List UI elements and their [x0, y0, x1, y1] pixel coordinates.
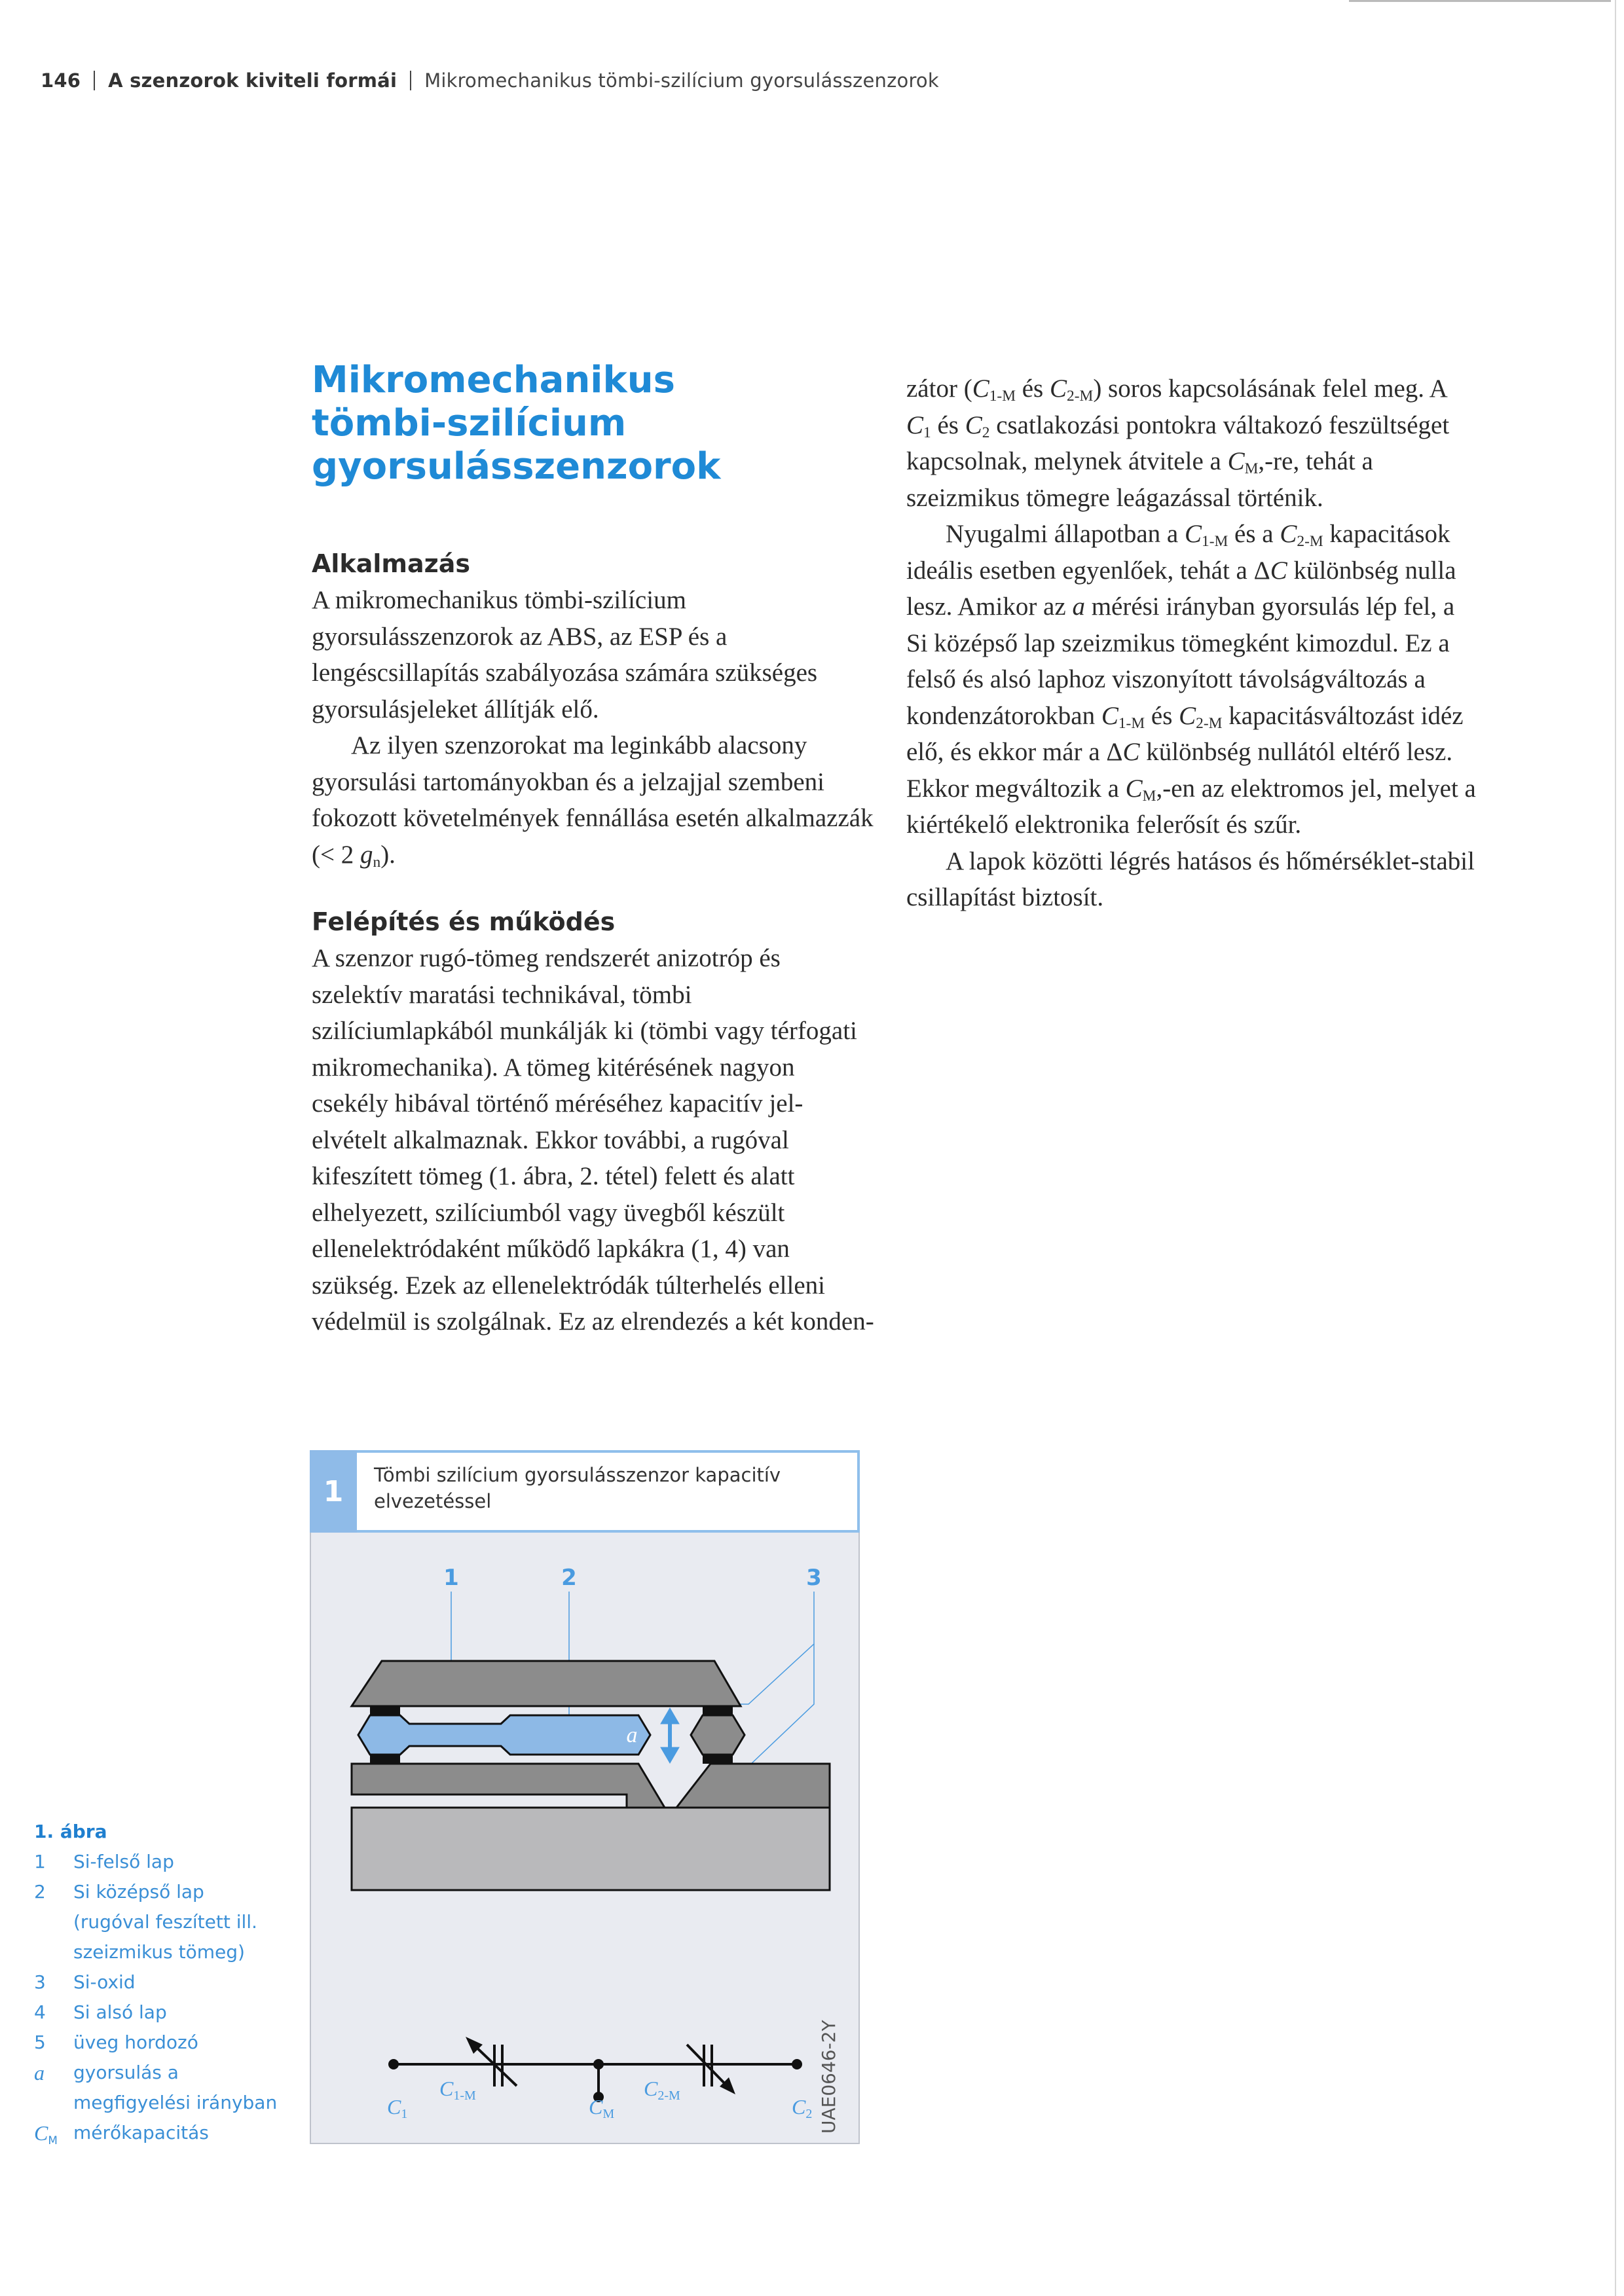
- legend-item: a gyorsulás a megfigyelési irányban: [34, 2061, 278, 2113]
- paragraph: A lapok közötti légrés hatásos és hőmérséklet-stabil csillapítást biztosít.: [906, 847, 1475, 911]
- paragraph: zátor ($C_{1-M}$ és $C_{2-M}$) soros kapcsolásának felel meg. A $C_1$ és $C_2$ csatlakozási pontokra váltakozó feszültséget kapcsolnak, melynek átvitele a $C_M,-re$, tehát a szeizmikus tömegre leágazással történik.: [906, 374, 1450, 512]
- page-number: 146: [41, 69, 81, 92]
- seismic-mass: [358, 1715, 650, 1755]
- section-heading: Felépítés és működés: [312, 907, 616, 936]
- legend-title: 1. ábra: [34, 1821, 107, 1842]
- callout-2: 2: [561, 1565, 577, 1591]
- paragraph: A szenzor rugó-tömeg rendszerét anizotróp és szelektív maratási technikával, tömbi szilíciumlapkából munkálják ki (tömbi vagy térfogati mikromechanika). A tömeg kitérésének nagyon csekély hibával történő méréséhez kapacitív jel-elvételt alkalmaznak. Ekkor további, a rugóval kifeszített tömeg (1. ábra, 2. tétel) felett és alatt elhelyezett, szilíciumból vagy üvegből készült ellenelektródaként működő lapkákra (1, 4) van szükség. Ezek az ellenelektródák túlterhelés elleni védelmül is szolgálnak. Ez az elrendezés a két konden-: [312, 944, 874, 1336]
- paragraph: A mikromechanikus tömbi-szilícium gyorsulásszenzorok az ABS, az ESP és a lengéscsillapítás szabályozása számára szükséges gyorsulásjeleket állítják elő.: [312, 586, 818, 723]
- callout-1: 1: [443, 1565, 459, 1591]
- figure-legend: [34, 1817, 283, 2149]
- page-edge: [1615, 0, 1616, 2296]
- title-line: tömbi-szilícium: [312, 402, 627, 445]
- legend-item: 2 Si középső lap (rugóval feszített ill. szeizmikus tömeg): [34, 1881, 257, 1963]
- text-column-right: [906, 371, 1476, 916]
- figure-caption: Tömbi szilícium gyorsulásszenzor kapacitív elvezetéssel: [374, 1464, 781, 1512]
- legend-item: 1 Si-felső lap: [34, 1851, 174, 1872]
- label-c2m: C2-M: [644, 2077, 680, 2103]
- label-c1m: C1-M: [439, 2077, 476, 2103]
- figure-code: UAE0646-2Y: [818, 2020, 840, 2134]
- separator: [94, 71, 95, 90]
- figure-1: [310, 1450, 860, 2144]
- label-cm: CM: [589, 2095, 615, 2121]
- si-top-plate: [352, 1661, 741, 1706]
- legend-item: 3 Si-oxid: [34, 1971, 136, 1993]
- paragraph: Az ilyen szenzorokat ma leginkább alacsony gyorsulási tartományokban és a jelzajjal szembeni fokozott követelmények fennállása esetén alkalmazzák (< 2 $g_n$).: [312, 731, 874, 871]
- legend-item: $C_M$ mérőkapacitás: [34, 2121, 209, 2147]
- section-name: A szenzorok kiviteli formái: [108, 69, 397, 92]
- subsection-name: Mikromechanikus tömbi-szilícium gyorsulásszenzorok: [424, 69, 939, 92]
- callout-3: 3: [806, 1565, 822, 1591]
- accel-label: a: [626, 1723, 638, 1747]
- separator: [410, 71, 411, 90]
- running-head: [41, 69, 939, 92]
- label-c2: C2: [792, 2095, 813, 2121]
- title-line: Mikromechanikus: [312, 359, 675, 401]
- si-support-pillar: [691, 1715, 745, 1755]
- figure-body: [310, 1533, 860, 2144]
- figure-number-badge: 1: [310, 1450, 357, 1533]
- si-bottom-plate-right: [676, 1764, 830, 1808]
- paragraph: Nyugalmi állapotban a $C_{1-M}$ és a $C_{2-M}$ kapacitások ideális esetben egyenlőek, tehát a ΔC különbség nulla lesz. Amikor az a mérési irányban gyorsulás lép fel, a Si középső lap szeizmikus tömegként kimozdul. Ez a felső és alsó laphoz viszonyított távolságváltozás a kondenzátorokban $C_{1-M}$ és $C_{2-M}$ kapacitásváltozást idéz elő, és ekkor már a ΔC különbség nullától eltérő lesz. Ekkor megváltozik a $C_M,-en$ az elektromos jel, melyet a kiértékelő elektronika felerősít és szűr.: [906, 520, 1476, 839]
- si-bottom-plate-left: [352, 1764, 665, 1808]
- legend-item: 4 Si alsó lap: [34, 2001, 167, 2023]
- section-heading: Alkalmazás: [312, 549, 470, 578]
- glass-substrate: [352, 1808, 830, 1890]
- acceleration-arrow-icon: [661, 1708, 679, 1763]
- sensor-cross-section-diagram: [311, 1533, 858, 2143]
- figure-header: [310, 1450, 860, 1533]
- label-c1: C1: [387, 2095, 408, 2121]
- circuit-diagram: [394, 2042, 797, 2096]
- text-column-left: [312, 546, 875, 1340]
- legend-item: 5 üveg hordozó: [34, 2032, 198, 2053]
- article-title: [312, 359, 875, 488]
- page-top-rule: [1349, 0, 1611, 2]
- title-line: gyorsulásszenzorok: [312, 445, 721, 488]
